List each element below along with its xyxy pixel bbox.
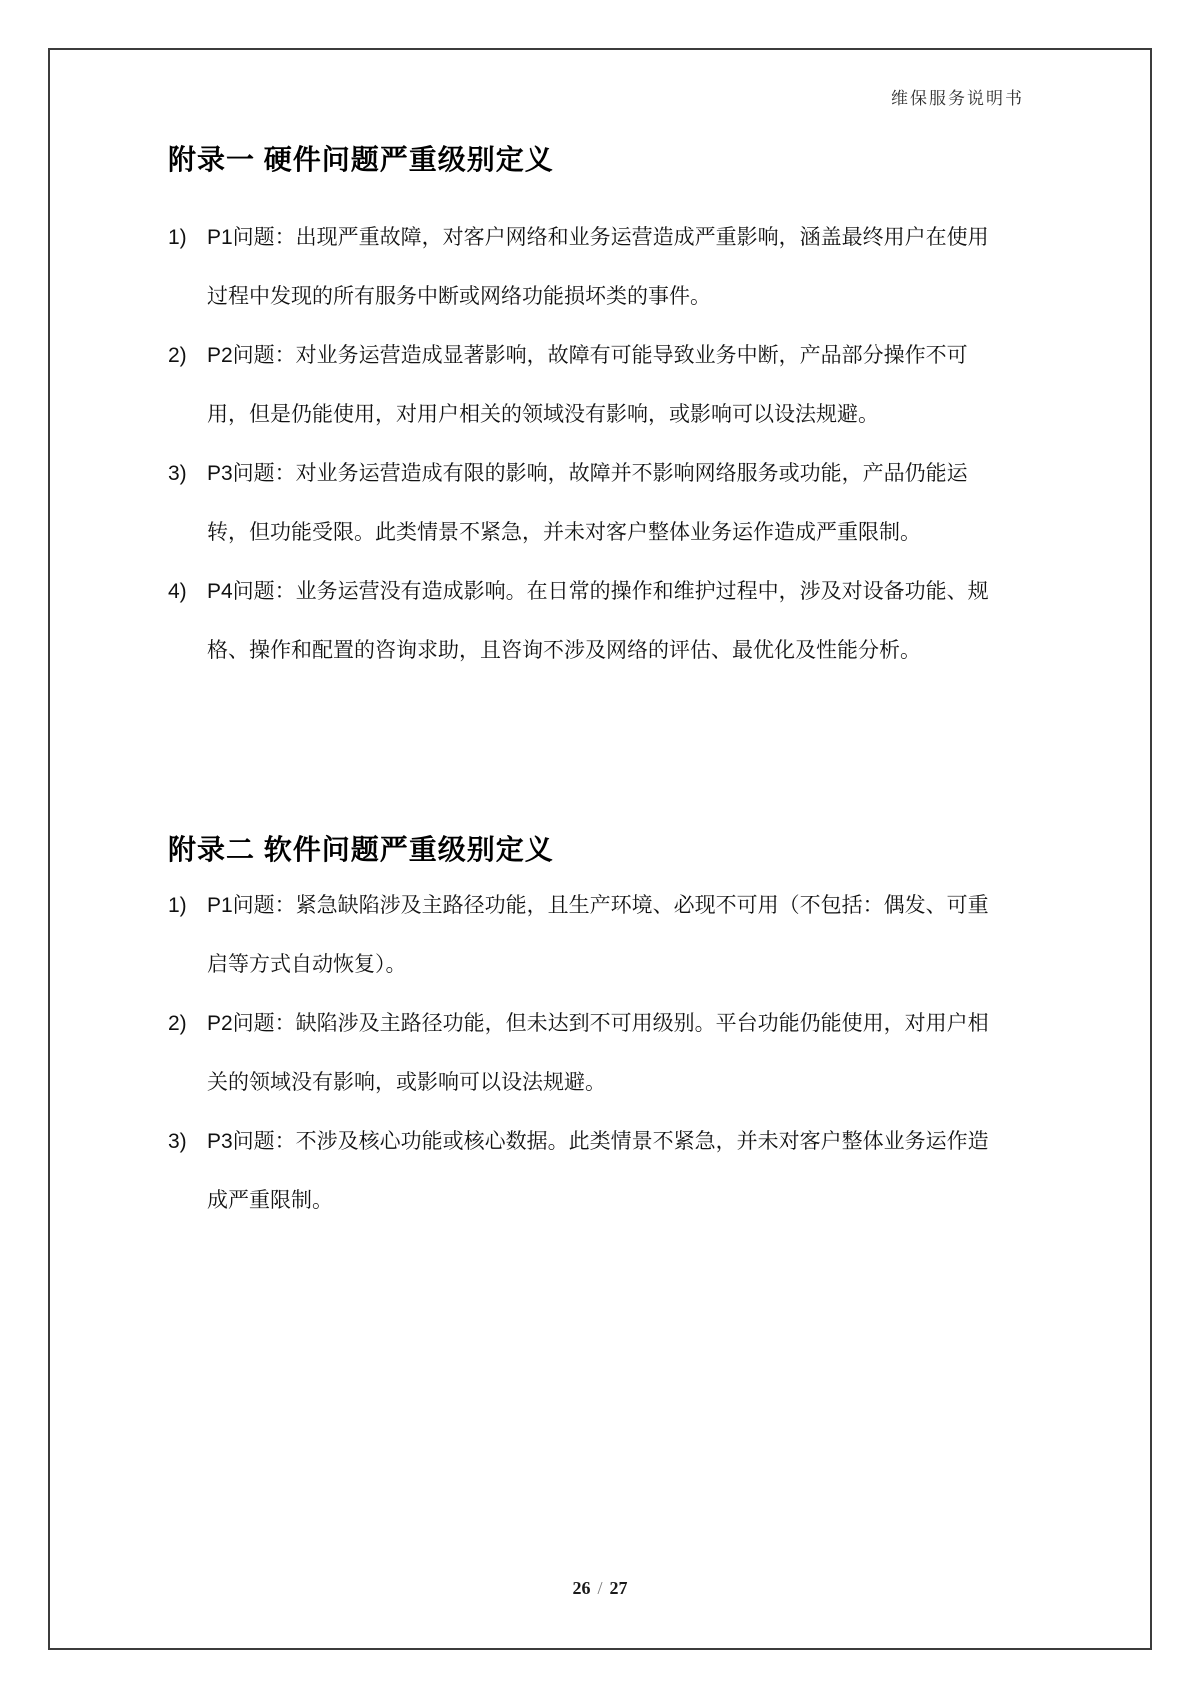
list-item-line: P1问题：出现严重故障，对客户网络和业务运营造成严重影响，涵盖最终用户在使用	[207, 226, 989, 249]
section-title-hardware: 附录一 硬件问题严重级别定义	[168, 144, 554, 175]
total-page-number: 27	[609, 1578, 628, 1598]
hardware-severity-list	[168, 208, 1008, 680]
list-item	[168, 994, 1008, 1112]
list-item	[168, 208, 1008, 326]
list-item-line: 关的领域没有影响，或影响可以设法规避。	[207, 1071, 606, 1094]
software-severity-list	[168, 876, 1008, 1230]
list-item-marker: 3)	[168, 462, 187, 485]
list-item-line: 过程中发现的所有服务中断或网络功能损坏类的事件。	[207, 285, 711, 308]
list-item-line: P2问题：对业务运营造成显著影响，故障有可能导致业务中断，产品部分操作不可	[207, 344, 968, 367]
list-item	[168, 1112, 1008, 1230]
list-item-marker: 2)	[168, 1012, 187, 1035]
list-item-line: 成严重限制。	[207, 1189, 333, 1212]
list-item-line: 格、操作和配置的咨询求助，且咨询不涉及网络的评估、最优化及性能分析。	[207, 639, 921, 662]
list-item-marker: 1)	[168, 894, 187, 917]
list-item-marker: 4)	[168, 580, 187, 603]
list-item-line: P2问题：缺陷涉及主路径功能，但未达到不可用级别。平台功能仍能使用，对用户相	[207, 1012, 989, 1035]
current-page-number: 26	[572, 1578, 591, 1598]
list-item-line: 启等方式自动恢复）。	[207, 953, 407, 976]
list-item-marker: 3)	[168, 1130, 187, 1153]
list-item-line: P4问题：业务运营没有造成影响。在日常的操作和维护过程中，涉及对设备功能、规	[207, 580, 989, 603]
list-item-line: 转，但功能受限。此类情景不紧急，并未对客户整体业务运作造成严重限制。	[207, 521, 921, 544]
list-item	[168, 326, 1008, 444]
running-header: 维保服务说明书	[891, 89, 1024, 108]
section-title-software: 附录二 软件问题严重级别定义	[168, 834, 554, 865]
list-item-line: 用，但是仍能使用，对用户相关的领域没有影响，或影响可以设法规避。	[207, 403, 879, 426]
list-item-marker: 1)	[168, 226, 187, 249]
list-item-marker: 2)	[168, 344, 187, 367]
list-item-line: P1问题：紧急缺陷涉及主路径功能，且生产环境、必现不可用（不包括：偶发、可重	[207, 894, 989, 917]
list-item-line: P3问题：不涉及核心功能或核心数据。此类情景不紧急，并未对客户整体业务运作造	[207, 1130, 989, 1153]
list-item-line: P3问题：对业务运营造成有限的影响，故障并不影响网络服务或功能，产品仍能运	[207, 462, 968, 485]
list-item	[168, 444, 1008, 562]
page-number-separator: /	[597, 1578, 603, 1598]
page-footer	[0, 1578, 1200, 1599]
list-item	[168, 562, 1008, 680]
list-item	[168, 876, 1008, 994]
